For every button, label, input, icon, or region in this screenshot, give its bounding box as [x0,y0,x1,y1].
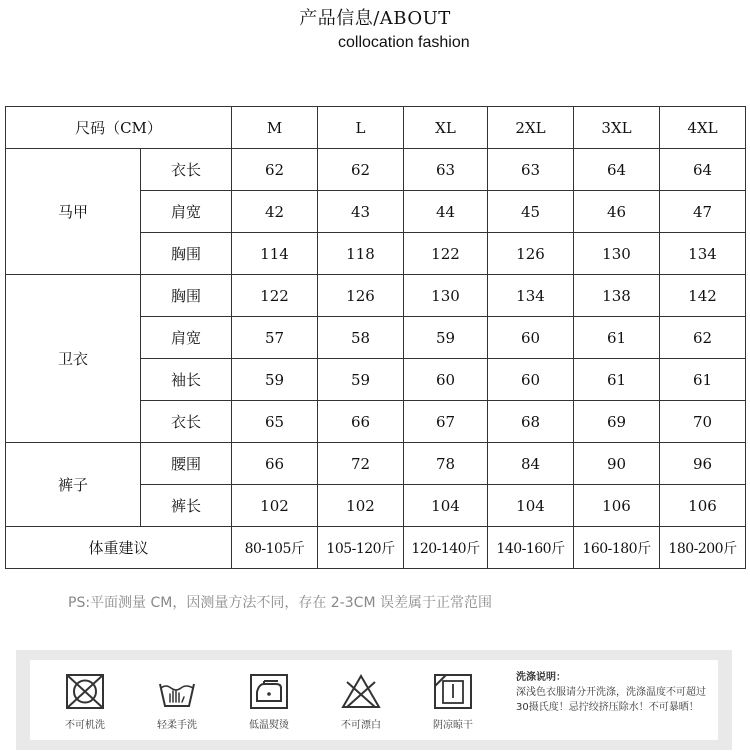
care-panel [16,650,732,750]
measurement-value: 60 [488,317,574,359]
measurement-value: 64 [660,149,746,191]
care-instructions-title: 洗涤说明： [516,672,566,683]
measurement-value: 102 [318,485,404,527]
measurement-value: 67 [404,401,488,443]
no-bleach-icon [339,672,383,712]
care-label: 不可机洗 [65,720,105,731]
size-corner-label: 尺码（CM） [6,107,232,149]
measurement-label: 胸围 [141,233,232,275]
measurement-value: 122 [404,233,488,275]
care-item-gentle-hand-wash [142,672,212,731]
size-header-row [6,107,746,149]
measurement-value: 42 [232,191,318,233]
measurement-value: 130 [574,233,660,275]
garment-group-label: 卫衣 [6,275,141,443]
measurement-value: 59 [404,317,488,359]
table-row [6,149,746,191]
care-instructions [516,670,712,715]
measurement-value: 63 [404,149,488,191]
size-table-body [6,107,746,569]
measurement-value: 134 [488,275,574,317]
measurement-value: 90 [574,443,660,485]
measurement-label: 肩宽 [141,317,232,359]
measurement-value: 61 [574,359,660,401]
measurement-value: 61 [574,317,660,359]
measurement-label: 衣长 [141,149,232,191]
care-panel-inner [30,660,718,740]
measurement-label: 肩宽 [141,191,232,233]
measurement-label: 裤长 [141,485,232,527]
measurement-value: 63 [488,149,574,191]
care-item-low-temp-iron [234,672,304,731]
weight-value: 140-160斤 [488,527,574,569]
size-column-header: M [232,107,318,149]
measurement-value: 69 [574,401,660,443]
measurement-value: 60 [488,359,574,401]
care-item-shade-dry [418,672,488,731]
measurement-value: 126 [488,233,574,275]
measurement-value: 134 [660,233,746,275]
measurement-value: 70 [660,401,746,443]
measurement-value: 142 [660,275,746,317]
measurement-value: 59 [232,359,318,401]
measurement-value: 118 [318,233,404,275]
measurement-value: 43 [318,191,404,233]
measurement-value: 102 [232,485,318,527]
measurement-value: 106 [660,485,746,527]
measurement-value: 62 [232,149,318,191]
size-column-header: XL [404,107,488,149]
page-title: 产品信息/ABOUT [299,8,451,29]
measurement-value: 60 [404,359,488,401]
measurement-value: 57 [232,317,318,359]
measurement-value: 68 [488,401,574,443]
care-instructions-text: 深浅色衣服请分开洗涤，洗涤温度不可超过30摄氏度！忌拧绞挤压除水！不可暴晒！ [516,687,706,713]
measurement-value: 45 [488,191,574,233]
measurement-label: 腰围 [141,443,232,485]
measurement-value: 96 [660,443,746,485]
measurement-label: 袖长 [141,359,232,401]
measurement-value: 114 [232,233,318,275]
measurement-value: 62 [660,317,746,359]
weight-value: 180-200斤 [660,527,746,569]
measurement-value: 64 [574,149,660,191]
measurement-value: 66 [318,401,404,443]
weight-value: 80-105斤 [232,527,318,569]
measurement-value: 59 [318,359,404,401]
measurement-value: 130 [404,275,488,317]
care-item-no-bleach [326,672,396,731]
size-table [5,106,746,569]
measurement-value: 46 [574,191,660,233]
size-column-header: L [318,107,404,149]
weight-label: 体重建议 [6,527,232,569]
low-temp-iron-icon [247,672,291,712]
measurement-value: 84 [488,443,574,485]
measurement-value: 78 [404,443,488,485]
gentle-hand-wash-icon [155,672,199,712]
weight-value: 120-140斤 [404,527,488,569]
measurement-value: 65 [232,401,318,443]
measurement-value: 47 [660,191,746,233]
measurement-value: 44 [404,191,488,233]
measurement-value: 122 [232,275,318,317]
care-label: 轻柔手洗 [157,720,197,731]
size-column-header: 3XL [574,107,660,149]
care-label: 低温熨烫 [249,720,289,731]
care-label: 不可漂白 [341,720,381,731]
measurement-note: PS:平面测量 CM，因测量方法不同，存在 2-3CM 误差属于正常范围 [68,595,492,611]
size-column-header: 4XL [660,107,746,149]
measurement-value: 106 [574,485,660,527]
care-label: 阴凉晾干 [433,720,473,731]
measurement-value: 58 [318,317,404,359]
measurement-value: 138 [574,275,660,317]
table-row [6,443,746,485]
weight-value: 160-180斤 [574,527,660,569]
care-item-no-machine-wash [50,672,120,731]
weight-value: 105-120斤 [318,527,404,569]
measurement-value: 61 [660,359,746,401]
shade-dry-icon [431,672,475,712]
measurement-label: 衣长 [141,401,232,443]
table-row [6,275,746,317]
size-column-header: 2XL [488,107,574,149]
measurement-value: 62 [318,149,404,191]
measurement-value: 126 [318,275,404,317]
measurement-value: 66 [232,443,318,485]
measurement-value: 104 [404,485,488,527]
weight-row [6,527,746,569]
measurement-label: 胸围 [141,275,232,317]
garment-group-label: 裤子 [6,443,141,527]
measurement-value: 72 [318,443,404,485]
page-subtitle: collocation fashion [338,34,470,51]
measurement-value: 104 [488,485,574,527]
garment-group-label: 马甲 [6,149,141,275]
no-machine-wash-icon [63,672,107,712]
